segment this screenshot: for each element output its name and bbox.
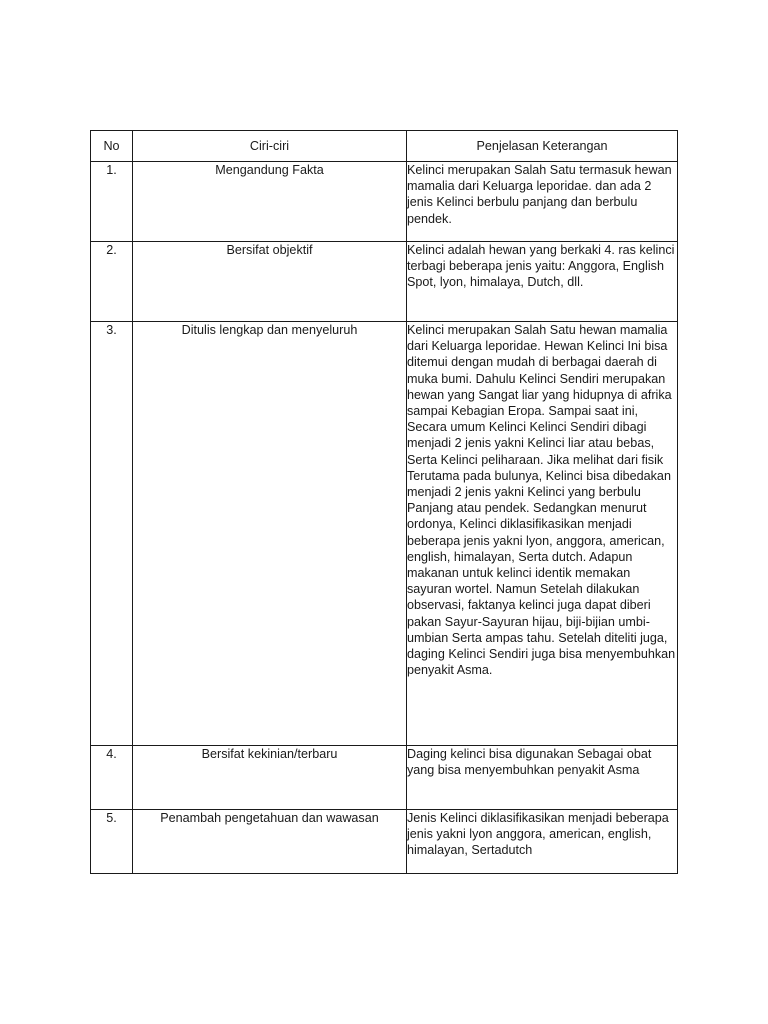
- header-ciri-ciri: Ciri-ciri: [133, 131, 407, 162]
- row-number: 1.: [91, 162, 133, 242]
- row-ciri: Bersifat kekinian/terbaru: [133, 746, 407, 810]
- table-row: [91, 810, 678, 874]
- row-keterangan: Kelinci adalah hewan yang berkaki 4. ras kelinci terbagi beberapa jenis yaitu: Anggora, English Spot, lyon, himalaya, Dutch, dll.: [407, 242, 678, 322]
- table-row: [91, 162, 678, 242]
- row-ciri: Penambah pengetahuan dan wawasan: [133, 810, 407, 874]
- row-ciri: Bersifat objektif: [133, 242, 407, 322]
- row-keterangan: Kelinci merupakan Salah Satu hewan mamalia dari Keluarga leporidae. Hewan Kelinci Ini bisa ditemui dengan mudah di berbagai daerah di muka bumi. Dahulu Kelinci Sendiri merupakan hewan yang Sangat liar yang hidupnya di afrika sampai Kebagian Eropa. Sampai saat ini, Secara umum Kelinci Kelinci Sendiri dibagi menjadi 2 jenis yakni Kelinci liar atau bebas, Serta Kelinci peliharaan. Jika melihat dari fisik Terutama pada bulunya, Kelinci bisa dibedakan menjadi 2 jenis yakni Kelinci yang berbulu Panjang atau pendek. Sedangkan menurut ordonya, Kelinci diklasifikasikan menjadi beberapa jenis yakni lyon, anggora, american, english, himalayan, Serta dutch. Adapun makanan untuk kelinci identik memakan sayuran wortel. Namun Setelah dilakukan observasi, faktanya kelinci juga dapat diberi pakan Sayur-Sayuran hijau, biji-bijian umbi-umbian Serta ampas tahu. Setelah diteliti juga, daging Kelinci Sendiri juga bisa menyembuhkan penyakit Asma.: [407, 322, 678, 746]
- row-ciri: Mengandung Fakta: [133, 162, 407, 242]
- row-number: 3.: [91, 322, 133, 746]
- row-keterangan: Daging kelinci bisa digunakan Sebagai obat yang bisa menyembuhkan penyakit Asma: [407, 746, 678, 810]
- header-penjelasan-keterangan: Penjelasan Keterangan: [407, 131, 678, 162]
- row-keterangan: Kelinci merupakan Salah Satu termasuk hewan mamalia dari Keluarga leporidae. dan ada 2 jenis Kelinci berbulu panjang dan berbulu pendek.: [407, 162, 678, 242]
- row-number: 2.: [91, 242, 133, 322]
- table-row: [91, 322, 678, 746]
- row-ciri: Ditulis lengkap dan menyeluruh: [133, 322, 407, 746]
- table-row: [91, 242, 678, 322]
- row-keterangan: Jenis Kelinci diklasifikasikan menjadi beberapa jenis yakni lyon anggora, american, english, himalayan, Sertadutch: [407, 810, 678, 874]
- table-row: [91, 746, 678, 810]
- row-number: 5.: [91, 810, 133, 874]
- header-no: No: [91, 131, 133, 162]
- ciri-ciri-table: [90, 130, 678, 874]
- row-number: 4.: [91, 746, 133, 810]
- table-header-row: [91, 131, 678, 162]
